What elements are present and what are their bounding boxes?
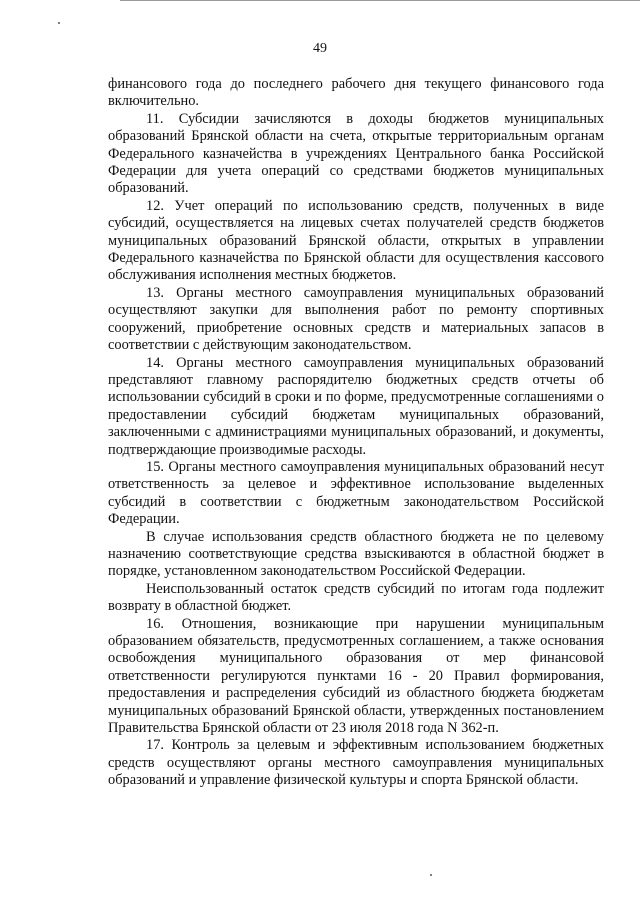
scan-speck <box>58 22 60 24</box>
scan-speck <box>430 874 432 876</box>
paragraph-item-17: 17. Контроль за целевым и эффективным использованием бюджетных средств осуществляют органы местного самоуправления муниципальных образований и управление физической культуры и спорта Брянской области. <box>108 737 604 789</box>
paragraph-item-15: 15. Органы местного самоуправления муниципальных образований несут ответственность за целевое и эффективное использование выделенных субсидий в соответствии с бюджетным законодательством Российской Федерации. <box>108 458 604 528</box>
paragraph-continuation: финансового года до последнего рабочего дня текущего финансового года включительно. <box>108 76 604 110</box>
paragraph-item-11: 11. Субсидии зачисляются в доходы бюджетов муниципальных образований Брянской области на счета, открытые территориальным органам Федерального казначейства в учреждениях Центрального банка Российской Федерации для учета операций со средствами бюджетов муниципальных образований. <box>108 110 604 197</box>
paragraph-misuse-recovery: В случае использования средств областного бюджета не по целевому назначению соответствующие средства взыскиваются в областной бюджет в порядке, установленном законодательством Российской Федерации. <box>108 528 604 580</box>
scan-edge-line <box>120 0 640 1</box>
paragraph-item-12: 12. Учет операций по использованию средств, полученных в виде субсидий, осуществляется на лицевых счетах получателей средств бюджетов муниципальных образований Брянской области, открытых в управлении Федерального казначейства по Брянской области для осуществления кассового обслуживания исполнения местных бюджетов. <box>108 197 604 284</box>
document-body <box>108 76 604 790</box>
page-number: 49 <box>313 41 327 56</box>
paragraph-unused-balance: Неиспользованный остаток средств субсидий по итогам года подлежит возврату в областной бюджет. <box>108 580 604 615</box>
paragraph-item-13: 13. Органы местного самоуправления муниципальных образований осуществляют закупки для выполнения работ по ремонту спортивных сооружений, приобретение основных средств и материальных запасов в соответствии с действующим законодательством. <box>108 284 604 354</box>
paragraph-item-16: 16. Отношения, возникающие при нарушении муниципальным образованием обязательств, предусмотренных соглашением, а также основания освобождения муниципального образования от мер финансовой ответственности регулируются пунктами 16 - 20 Правил формирования, предоставления и распределения субсидий из областного бюджета бюджетам муниципальных образований Брянской области, утвержденных постановлением Правительства Брянской области от 23 июля 2018 года N 362-п. <box>108 615 604 737</box>
paragraph-item-14: 14. Органы местного самоуправления муниципальных образований представляют главному распорядителю бюджетных средств отчеты об использовании субсидий в сроки и по форме, предусмотренные соглашениями о предоставлении субсидий бюджетам муниципальных образований, заключенными с администрациями муниципальных образований, и документы, подтверждающие производимые расходы. <box>108 354 604 458</box>
